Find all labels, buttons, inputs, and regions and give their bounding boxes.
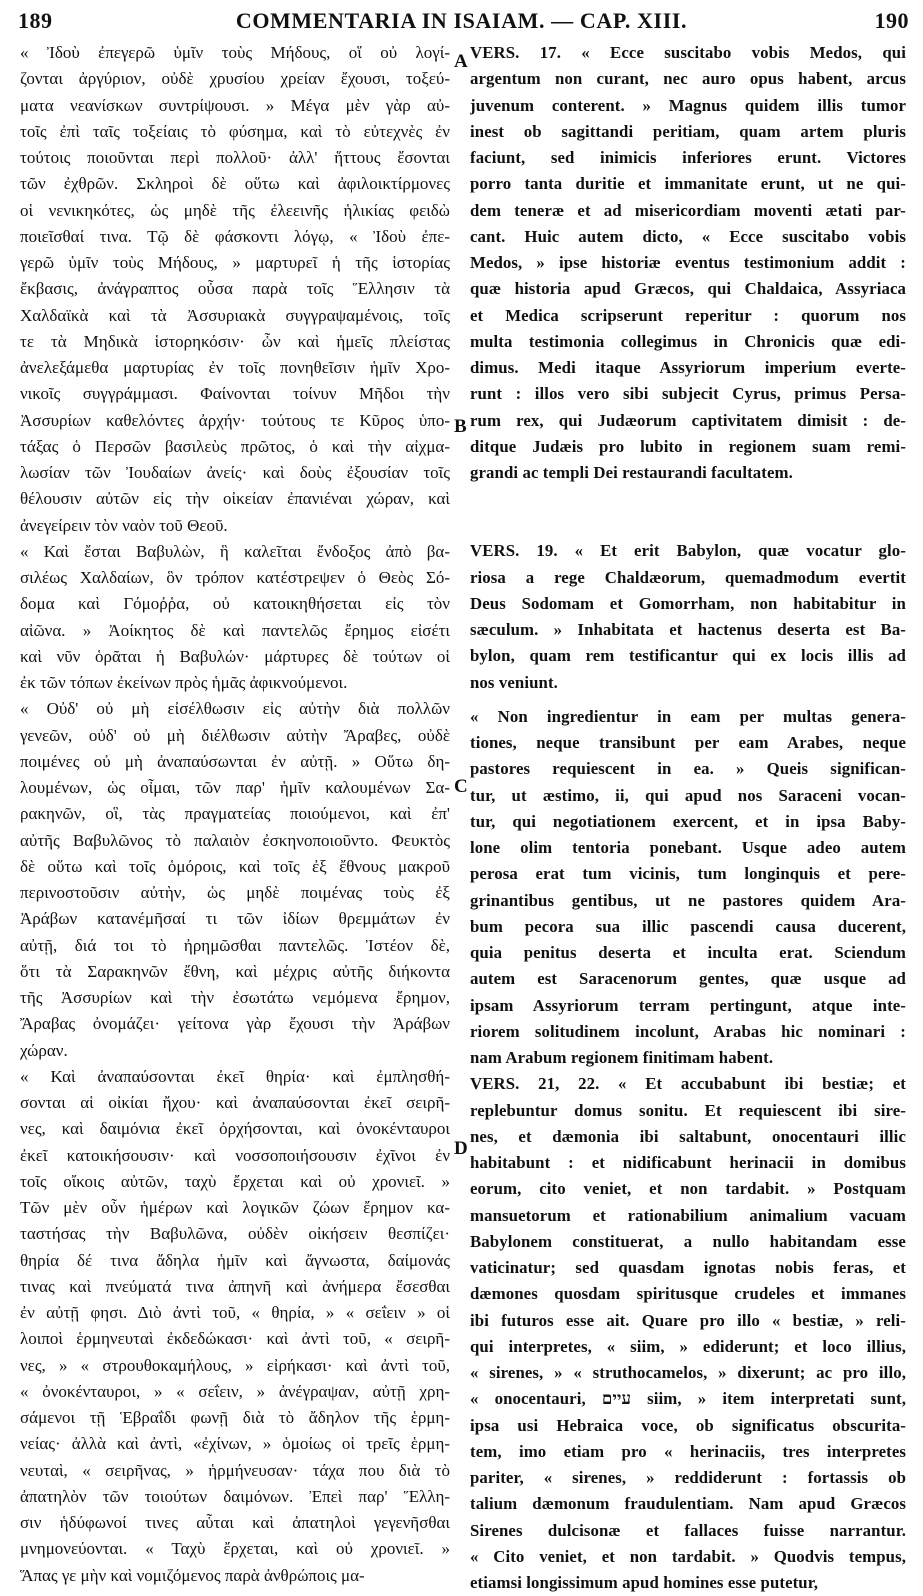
text-line: grandi ac templi Dei restaurandi facultatem. bbox=[470, 463, 793, 482]
margin-marker-c: C bbox=[454, 776, 468, 797]
text-line: Ἀσσυρίων καθελόντες ἀρχήν· τούτους τε Κῦρος ὑπο- bbox=[20, 410, 450, 430]
text-line: ipsam Assyriorum terram pertingunt, atque inte- bbox=[470, 995, 906, 1015]
page-number-left: 189 bbox=[18, 8, 53, 33]
text-line: τούτοις ποιοῦνται περὶ πολλοῦ· ἀλλ' ἥττους ἔσονται bbox=[20, 148, 450, 167]
paragraph bbox=[20, 1064, 450, 1589]
text-line: τε τὰ Μηδικὰ ἱστορηκόσιν· ὧν καὶ ἡμεῖς πλείστας bbox=[20, 331, 450, 351]
text-line: τάξας ὁ Περσῶν βασιλεὺς πρῶτος, ὁ καὶ τὴν αἰχμα- bbox=[20, 436, 450, 456]
text-line: nos veniunt. bbox=[470, 672, 558, 692]
text-line: rum rex, qui Judæorum captivitatem dimisit : de- bbox=[470, 410, 906, 430]
text-line: tiones, neque transibunt per eam Arabes, neque bbox=[470, 733, 906, 752]
text-line: nam Arabum regionem finitimam habent. bbox=[470, 1048, 774, 1067]
text-line: σάμενοι τῇ Ἑβραΐδι φωνῇ διὰ τὸ ἄδηλον τῆς ἑρμη- bbox=[20, 1408, 450, 1427]
text-line: mansuetorum et rationabilium animalium vacuam bbox=[470, 1205, 906, 1225]
text-line: bylon, quam rem testificantur qui ex locis illis ad bbox=[470, 646, 906, 666]
text-line: perosa erat tum vicinis, tum longinquis et pere- bbox=[470, 864, 906, 884]
text-line: ἀπατηλὸν τῶν τοιούτων δαιμόνων. Ἐπεὶ παρ' Ἕλλη- bbox=[20, 1486, 450, 1506]
text-line: ἐκεῖ κατοικήσουσιν· καὶ νοσσοποιήσουσιν ἐχῖνοι ἐν bbox=[20, 1145, 450, 1165]
text-line: τοῖς οἴκοις αὐτῶν, ταχὺ ἔρχεται καὶ οὐ χρονιεῖ. » bbox=[20, 1171, 450, 1191]
text-line: αἰῶνα. » Ἀοίκητος δὲ καὶ παντελῶς ἔρημος εἰσέτι bbox=[20, 620, 450, 640]
text-line: αὐτῇ, διά τοι τὸ ἠρημῶσθαι παντελῶς. Ἰστέον δὲ, bbox=[20, 935, 450, 955]
text-line: replebuntur domus sonitu. Et requiescent ibi sire- bbox=[470, 1100, 906, 1120]
text-line: νες, καὶ δαιμόνια ἐκεῖ ὀρχήσονται, καὶ ὀνοκένταυροι bbox=[20, 1119, 450, 1139]
text-line: ρακηνῶν, οἳ, τὰς πραγματείας ποιούμενοι, καὶ ἐπ' bbox=[20, 804, 450, 824]
text-line: faciunt, sed inimicis inferiores erunt. Victores bbox=[470, 148, 906, 167]
text-line: qui interpretes, « siim, » ediderunt; et loco illius, bbox=[470, 1336, 906, 1356]
margin-marker-b: B bbox=[454, 416, 467, 437]
text-line: μνημονεύονται. « Ταχὺ ἔρχεται, καὶ οὐ χρονιεῖ. » bbox=[20, 1539, 450, 1559]
text-line: tur, qui negotiationem exercent, et in ipsa Baby- bbox=[470, 811, 906, 831]
text-line: Medos, » ipse historiæ eventus testimonium addit : bbox=[470, 253, 906, 272]
text-line: vaticinatur; sed quasdam ignotas nobis feras, et bbox=[470, 1258, 906, 1277]
text-line: σιν ἡδύφωνοί τινες αὗται καὶ ἀπατηλοὶ γεγενῆσθαι bbox=[20, 1513, 450, 1532]
text-line: καὶ νῦν ὁρᾶται ἡ Βαβυλών· μάρτυρες δὲ τούτων οἱ bbox=[20, 646, 450, 666]
text-line: ἀνεγείρειν τὸν ναὸν τοῦ Θεοῦ. bbox=[20, 515, 228, 535]
text-line: VERS. 21, 22. « Et accubabunt ibi bestiæ; et bbox=[470, 1074, 906, 1094]
margin-marker-a: A bbox=[454, 51, 468, 72]
text-line: pastores requiescent in ea. » Queis significan- bbox=[470, 759, 906, 779]
text-line: VERS. 17. « Ecce suscitabo vobis Medos, qui bbox=[470, 43, 906, 62]
text-line: σιλέως Χαλδαίων, ὃν τρόπον κατέστρεψεν ὁ Θεὸς Σό- bbox=[20, 568, 450, 587]
text-line: ipsa usi Hebraica voce, ob significatus obscurita- bbox=[470, 1415, 906, 1435]
text-line: multa testimonia collegimus in Chronicis quæ edi- bbox=[470, 331, 906, 351]
text-line: ἐκ τῶν τόπων ἐκείνων πρὸς ἡμᾶς ἀφικνούμενοι. bbox=[20, 673, 348, 692]
paragraph bbox=[470, 1071, 906, 1596]
text-line: « Καὶ ἔσται Βαβυλὼν, ἣ καλεῖται ἔνδοξος ἀπὸ βα- bbox=[20, 541, 450, 561]
text-line: quæ historia apud Græcos, qui Chaldaica, Assyriaca bbox=[470, 279, 906, 299]
text-line: dæmones quosdam spiritusque crudeles et immanes bbox=[470, 1284, 906, 1304]
margin-marker-d: D bbox=[454, 1138, 468, 1159]
text-line: νικοῖς συγγράμμασι. Φαίνονται τοίνυν Μῆδοι τὴν bbox=[20, 384, 450, 404]
text-line: talium dæmonum fraudulentiam. Nam apud Græcos bbox=[470, 1494, 906, 1514]
text-line: pariter, « sirenes, » reddiderunt : fortassis ob bbox=[470, 1468, 906, 1487]
text-line: « Cito veniet, et non tardabit. » Quodvis tempus, bbox=[470, 1546, 906, 1566]
paragraph bbox=[470, 704, 906, 1072]
text-line: Deus Sodomam et Gomorrham, non habitabitur in bbox=[470, 593, 906, 613]
text-line: sæculum. » Inhabitata et hactenus deserta est Ba- bbox=[470, 620, 906, 639]
text-line: lone olim tentoria ponebant. Usque adeo autem bbox=[470, 838, 906, 857]
text-line: argentum non curant, nec auro opus habent, arcus bbox=[470, 69, 906, 89]
text-line: Ἄραβας ὀνομάζει· γείτονα γὰρ ἔχουσι τὴν Ἀράβων bbox=[20, 1014, 450, 1034]
text-line: « onocentauri, עיים siim, » item interpretati sunt, bbox=[470, 1389, 906, 1409]
text-line: σονται αἱ οἰκίαι ἤχου· καὶ ἀναπαύσονται ἐκεῖ σειρῆ- bbox=[20, 1093, 450, 1112]
text-line: δομα καὶ Γόμοῤῥα, οὐ κατοικηθήσεται εἰς τὸν bbox=[20, 594, 450, 614]
text-line: tem, imo etiam pro « herinaciis, tres interpretes bbox=[470, 1441, 906, 1461]
text-line: et Medica scripserunt reperitur : quorum nos bbox=[470, 305, 906, 325]
paragraph bbox=[20, 539, 450, 697]
text-line: Ἀράβων κατανέμῆσαί τι τῶν ἰδίων θρεμμάτων ἐν bbox=[20, 909, 450, 929]
text-line: habitabunt : et nidificabunt herinacii in domibus bbox=[470, 1153, 906, 1172]
text-line: τοῖς ἐπὶ ταῖς τοξείαις τὸ φύσημα, καὶ τὸ εὐτεχνὲς ἐν bbox=[20, 121, 450, 141]
text-line: τῆς Ἀσσυρίων καὶ τὴν ἐσωτάτω νεμόμενα ἔρημον, bbox=[20, 988, 450, 1007]
text-line: porro tanta duritie et immanitate erunt, ut ne qui- bbox=[470, 174, 906, 194]
text-line: Sirenes dulcisonæ et fallaces fuisse narrantur. bbox=[470, 1520, 906, 1540]
text-line: ἐν αὐτῇ φησι. Διὸ ἀντὶ τοῦ, « θηρία, » « σεΐειν » οἱ bbox=[20, 1303, 450, 1322]
text-line: χώραν. bbox=[20, 1040, 68, 1060]
text-line: Ἅπας γε μὴν καὶ νομιζόμενος παρὰ ἀνθρώποις μα- bbox=[20, 1565, 365, 1585]
text-line: inest ob sagittandi peritiam, quam artem pluris bbox=[470, 121, 906, 141]
text-line: runt : illos vero sibi subjecit Cyrus, primus Persa- bbox=[470, 384, 906, 404]
text-line: λοιποὶ ἑρμηνευταὶ ἐκδεδώκασι· καὶ ἀντὶ τοῦ, « σειρῆ- bbox=[20, 1329, 450, 1349]
latin-text-column bbox=[470, 40, 906, 1596]
text-line: οἱ νενικηκότες, ὡς μηδὲ τῆς ἐλεεινῆς ἡλικίας φειδὼ bbox=[20, 200, 450, 220]
text-line: « Οὐδ' οὐ μὴ εἰσέλθωσιν εἰς αὐτὴν διὰ πολλῶν bbox=[20, 699, 450, 719]
text-line: γενεῶν, οὐδ' οὐ μὴ διέλθωσιν αὐτὴν Ἄραβες, οὐδὲ bbox=[20, 725, 450, 745]
text-line: λωσίαν τῶν Ἰουδαίων ἀνείς· καὶ δοὺς ἐξουσίαν τοῖς bbox=[20, 463, 450, 482]
text-line: etiamsi longissimum apud homines esse putetur, bbox=[470, 1573, 819, 1592]
text-line: eorum, cito veniet, et non tardabit. » Postquam bbox=[470, 1179, 906, 1199]
text-line: « ὀνοκένταυροι, » « σεΐειν, » ἀνέγραψαν, αὐτῇ χρη- bbox=[20, 1381, 450, 1401]
text-line: λουμένων, ὡς οἶμαι, τῶν παρ' ἡμῖν καλουμένων Σα- bbox=[20, 778, 450, 797]
text-line: autem est Saracenorum gentes, quæ usque ad bbox=[470, 969, 906, 989]
text-line: dimus. Medi itaque Assyriorum imperium everte- bbox=[470, 358, 906, 377]
text-line: riorem solitudinem incolunt, Arabas hic nominari : bbox=[470, 1021, 906, 1041]
paragraph bbox=[470, 40, 906, 486]
text-line: bum pecora sua illic pascendi causa ducerent, bbox=[470, 916, 906, 936]
text-line: ditque Judæis pro lubito in regionem suam remi- bbox=[470, 436, 906, 456]
text-line: ματα νεανίσκων συντρίψουσι. » Μέγα μὲν γὰρ αὐ- bbox=[20, 95, 450, 115]
text-line: περινοστοῦσιν αὐτὴν, ὡς μηδὲ ποιμένας τοὺς ἐξ bbox=[20, 883, 450, 902]
text-line: Babylonem constituerat, a nullo habitandam esse bbox=[470, 1231, 906, 1251]
running-title: COMMENTARIA IN ISAIAM. — CAP. XIII. bbox=[235, 8, 688, 33]
text-line: « Καὶ ἀναπαύσονται ἐκεῖ θηρία· καὶ ἐμπλησθή- bbox=[20, 1066, 450, 1086]
text-line: dem teneræ et ad misericordiam moventi ætati par- bbox=[470, 200, 906, 220]
text-line: grinantibus gentibus, ut ne pastores quidem Ara- bbox=[470, 890, 906, 910]
text-line: θηρία δέ τινα ἄδηλα ἡμῖν καὶ ἄγνωστα, δαίμονάς bbox=[20, 1250, 450, 1270]
text-line: riosa a rege Chaldæorum, quemadmodum evertit bbox=[470, 567, 906, 587]
text-line: ibi futuros esse ait. Quare pro illo « bestiæ, » reli- bbox=[470, 1310, 906, 1330]
page-number-right: 190 bbox=[874, 8, 909, 33]
paragraph bbox=[20, 696, 450, 1064]
text-line: δὲ οὕτω καὶ τοῖς ὁμόροις, καὶ τοῖς ἐξ ἔθνους μακροῦ bbox=[20, 856, 450, 876]
text-line: νευταὶ, « σειρῆνας, » ἡρμήνευσαν· τάχα που διὰ τὸ bbox=[20, 1460, 450, 1480]
text-line: quia penitus deserta et inculta erat. Sciendum bbox=[470, 943, 906, 962]
text-line: νείας· ἀλλὰ καὶ ἀντὶ, «ἐχίνων, » ὁμοίως οἱ τρεῖς ἑρμη- bbox=[20, 1434, 450, 1454]
text-line: nes, et dæmonia ibi saltabunt, onocentauri illic bbox=[470, 1126, 906, 1146]
paragraph bbox=[20, 40, 450, 539]
text-line: « sirenes, » « struthocamelos, » dixerunt; ac pro illo, bbox=[470, 1363, 906, 1382]
text-line: ἔκβασις, ἀνάγραπτος οὖσα παρὰ τοῖς Ἕλλησιν τὰ bbox=[20, 279, 450, 299]
text-line: « Ἰδοὺ ἐπεγερῶ ὑμῖν τοὺς Μήδους, οἵ οὐ λογί- bbox=[20, 43, 450, 62]
greek-text-column bbox=[20, 40, 450, 1589]
text-line: cant. Huic autem dicto, « Ecce suscitabo vobis bbox=[470, 226, 906, 246]
text-line: γερῶ ὑμῖν τοὺς Μήδους, » μαρτυρεῖ ἡ τῆς ἱστορίας bbox=[20, 253, 450, 272]
text-line: θέλουσιν αὐτῶν εἰς τὴν οἰκείαν ἐπανιέναι χώραν, καὶ bbox=[20, 489, 450, 509]
text-line: ὅτι τὰ Σαρακηνῶν ἔθνη, καὶ μέχρις αὐτῆς διήκοντα bbox=[20, 961, 450, 981]
text-line: Χαλδαϊκὰ καὶ τὰ Ἀσσυριακὰ συγγραψαμένοις, τοῖς bbox=[20, 305, 450, 325]
text-line: ταστήσας τὴν Βαβυλῶνα, οὐδὲν οἰκήσειν θεσπίζει· bbox=[20, 1224, 450, 1244]
text-line: juvenum conterent. » Magnus quidem illis tumor bbox=[470, 95, 906, 115]
text-line: νες, » « στρουθοκαμήλους, » εἰρήκασι· καὶ ἀντὶ τοῦ, bbox=[20, 1355, 450, 1375]
paragraph bbox=[470, 538, 906, 696]
text-line: tur, ut æstimo, ii, qui apud nos Saraceni vocan- bbox=[470, 785, 906, 805]
text-line: ποιεῖσθαί τινα. Τῷ δὲ φάσκοντι λόγῳ, « Ἰδοὺ ἐπε- bbox=[20, 226, 450, 246]
text-line: ζονται ἀργύριον, οὐδὲ χρυσίου χρείαν ἔχουσι, τοξεύ- bbox=[20, 69, 450, 89]
text-line: VERS. 19. « Et erit Babylon, quæ vocatur glo- bbox=[470, 541, 906, 561]
text-line: Τῶν μὲν οὖν ἡμέρων καὶ λογικῶν ζώων ἔρημον κα- bbox=[20, 1198, 450, 1217]
text-line: αὐτῆς Βαβυλῶνος τὸ παλαιὸν ἐσκηνοποιοῦντο. Φευκτὸς bbox=[20, 830, 450, 850]
text-line: ποιμένες οὐ μὴ ἀναπαύσωνται ἐν αὐτῇ. » Οὕτω δη- bbox=[20, 751, 450, 771]
text-line: « Non ingredientur in eam per multas genera- bbox=[470, 706, 906, 726]
text-line: τῶν ἐχθρῶν. Σκληροὶ δὲ οὕτω καὶ ἀφιλοικτίρμονες bbox=[20, 174, 450, 194]
text-line: ἀνελεξάμεθα μαρτυρίας ἐν τοῖς πονηθεῖσιν ἡμῖν Χρο- bbox=[20, 358, 450, 377]
text-line: τινας καὶ πνεύματά τινα ἀπηνῆ καὶ ἀνήμερα ἔσεσθαι bbox=[20, 1276, 450, 1296]
